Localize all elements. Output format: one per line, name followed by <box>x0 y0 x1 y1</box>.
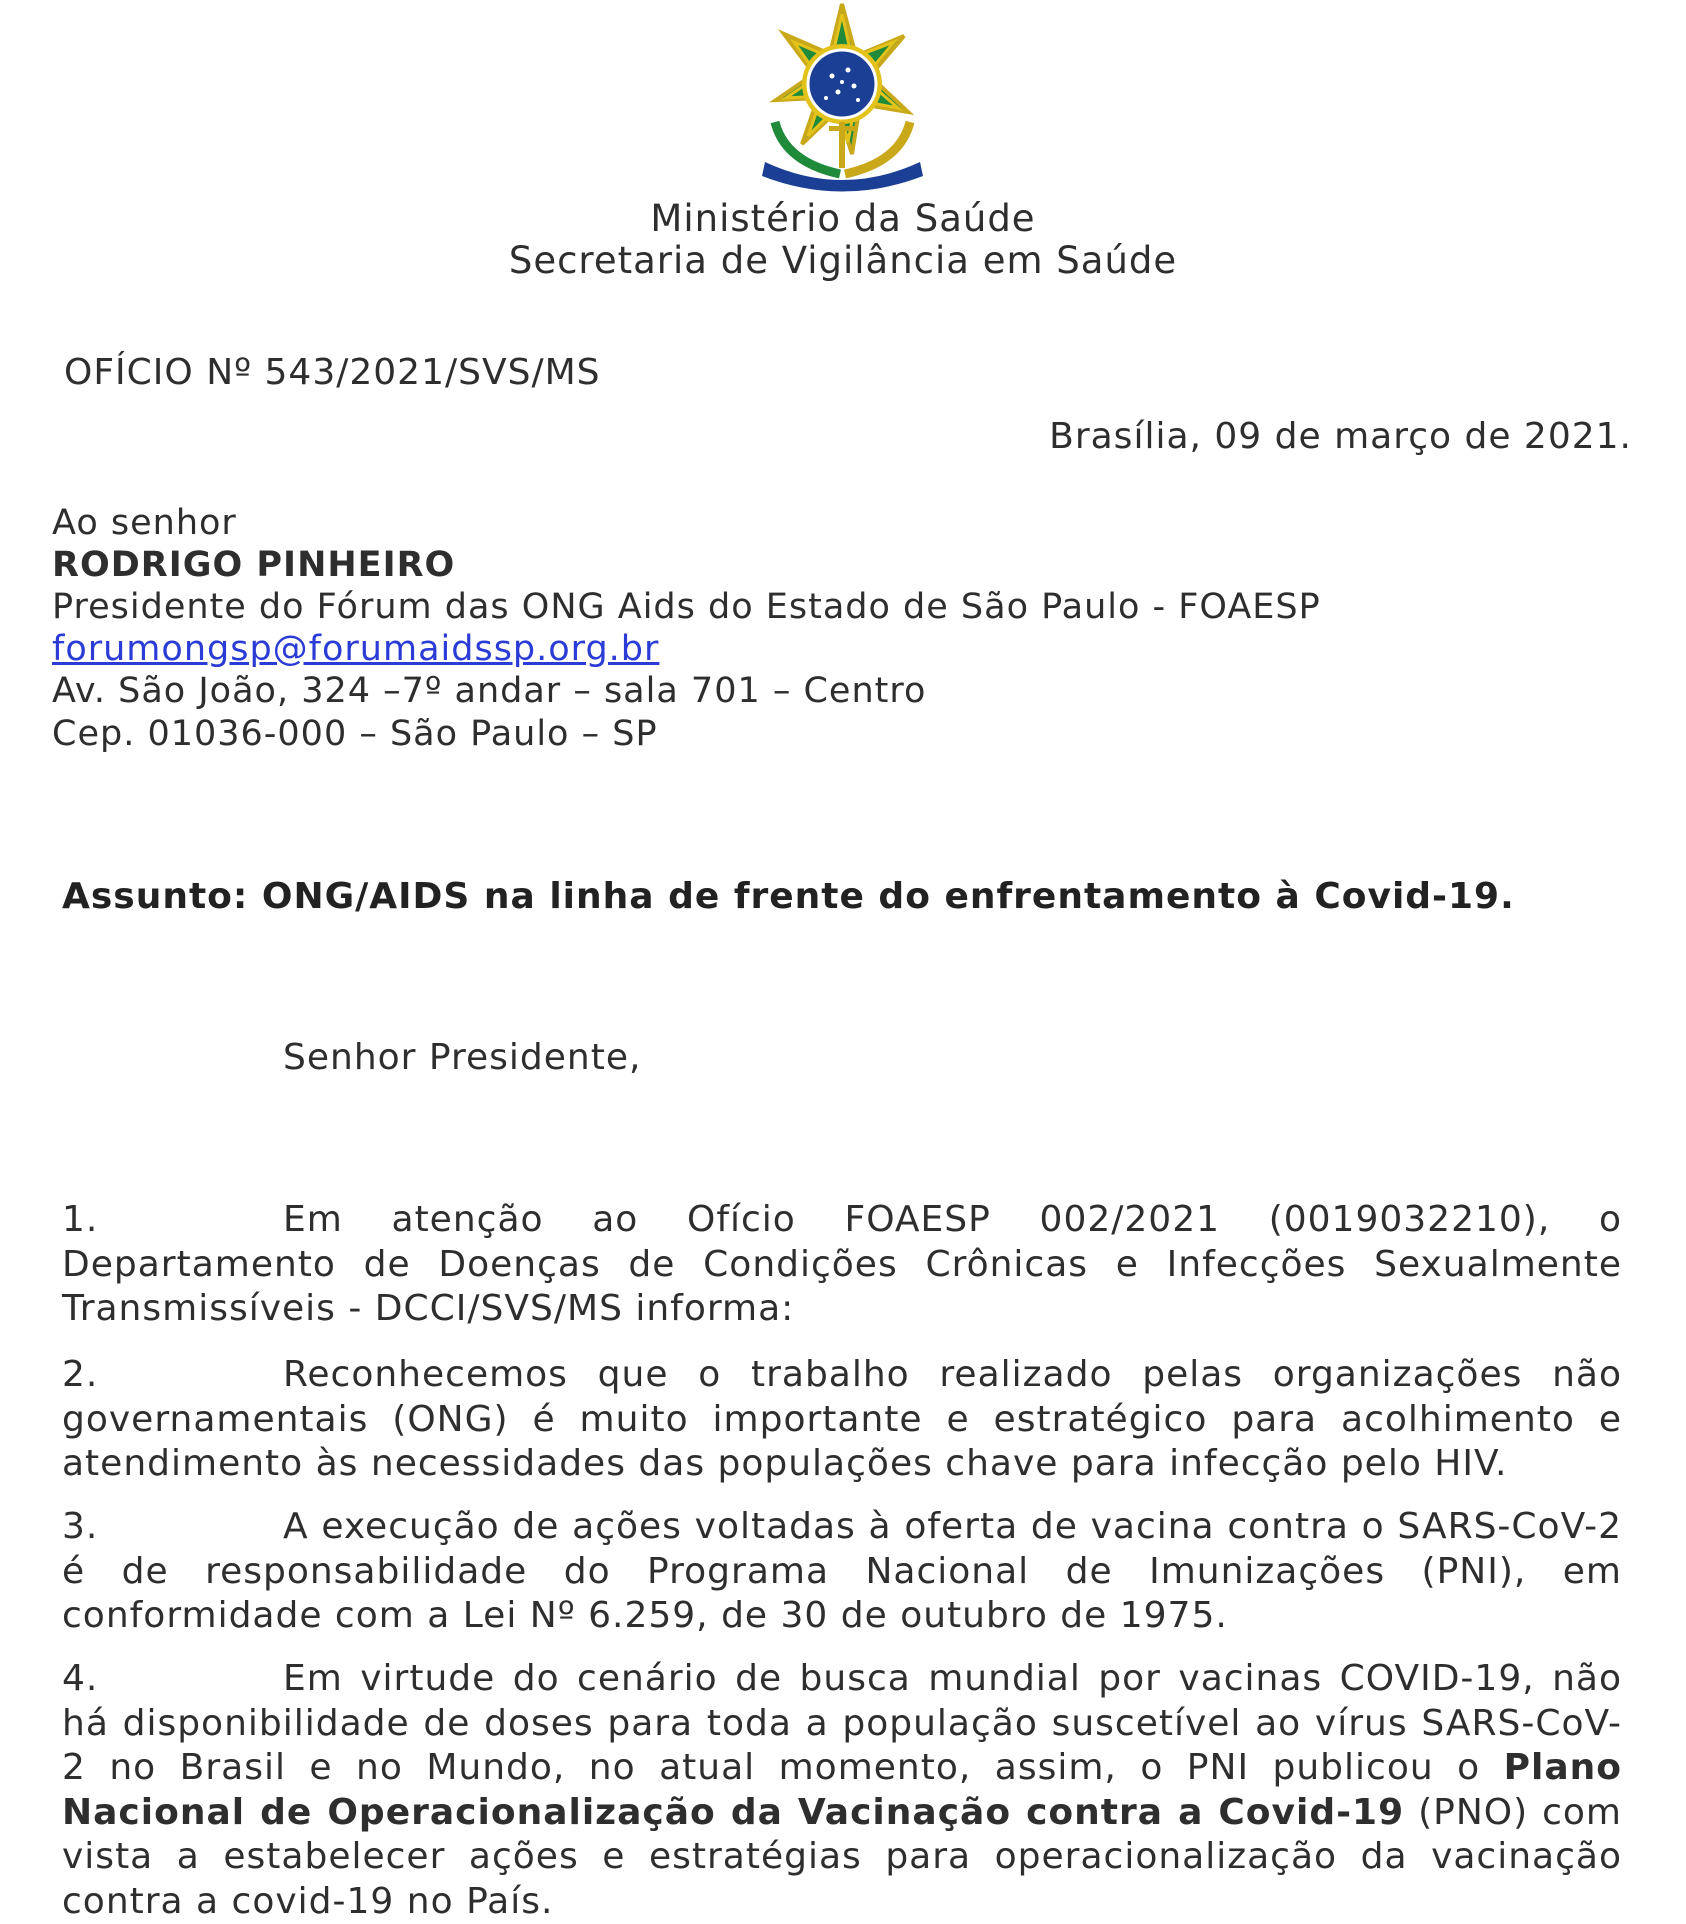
paragraph-number: 1. <box>62 1199 99 1240</box>
subject-line: Assunto: ONG/AIDS na linha de frente do enfrentamento à Covid-19. <box>62 876 1515 917</box>
addressee-street: Av. São João, 324 –7º andar – sala 701 – Centro <box>52 671 927 711</box>
addressee-email-link[interactable]: forumongsp@forumaidssp.org.br <box>52 629 660 669</box>
paragraph-number: 2. <box>62 1354 99 1395</box>
plan-name-emphasis: Plano Nacional de Operacionalização da Vacinação contra a Covid-19 <box>62 1747 1622 1833</box>
brazil-coat-of-arms-emblem <box>745 2 940 192</box>
paragraph-4 <box>62 1657 1622 1924</box>
paragraph-text: Em atenção ao Ofício FOAESP 002/2021 (0019032210), o Departamento de Doenças de Condições Crônicas e Infecções Sexualmente Transmissíveis - DCCI/SVS/MS informa: <box>62 1199 1622 1329</box>
paragraph-number: 4. <box>62 1658 99 1699</box>
paragraph-2 <box>62 1353 1622 1487</box>
addressee-name: RODRIGO PINHEIRO <box>52 545 456 585</box>
addressee-postal: Cep. 01036-000 – São Paulo – SP <box>52 714 658 754</box>
paragraph-text-continued: (PNO) com vista a estabelecer ações e estratégias para operacionalização da vacinação contra a covid-19 no País. <box>62 1791 1622 1922</box>
ministry-heading: Ministério da Saúde <box>650 197 1036 240</box>
salutation: Senhor Presidente, <box>283 1037 642 1078</box>
addressee-title: Presidente do Fórum das ONG Aids do Estado de São Paulo - FOAESP <box>52 587 1321 627</box>
paragraph-3 <box>62 1505 1622 1639</box>
document-number: OFÍCIO Nº 543/2021/SVS/MS <box>64 352 601 393</box>
document-date: Brasília, 09 de março de 2021. <box>1049 416 1632 457</box>
paragraph-1 <box>62 1198 1622 1332</box>
paragraph-number: 3. <box>62 1506 99 1547</box>
paragraph-text: A execução de ações voltadas à oferta de vacina contra o SARS-CoV-2 é de responsabilidade do Programa Nacional de Imunizações (PNI), em conformidade com a Lei Nº 6.259, de 30 de outubro de 1975. <box>62 1506 1622 1636</box>
paragraph-text: Reconhecemos que o trabalho realizado pelas organizações não governamentais (ONG) é muito importante e estratégico para acolhimento e atendimento às necessidades das populações chave para infecção pelo HIV. <box>62 1354 1622 1484</box>
secretariat-heading: Secretaria de Vigilância em Saúde <box>508 239 1178 282</box>
paragraph-text: Em virtude do cenário de busca mundial por vacinas COVID-19, não há disponibilidade de doses para toda a população suscetível ao vírus SARS-CoV-2 no Brasil e no Mundo, no atual momento, assim, o PNI publicou o <box>62 1658 1622 1788</box>
addressee-greeting: Ao senhor <box>52 503 237 543</box>
